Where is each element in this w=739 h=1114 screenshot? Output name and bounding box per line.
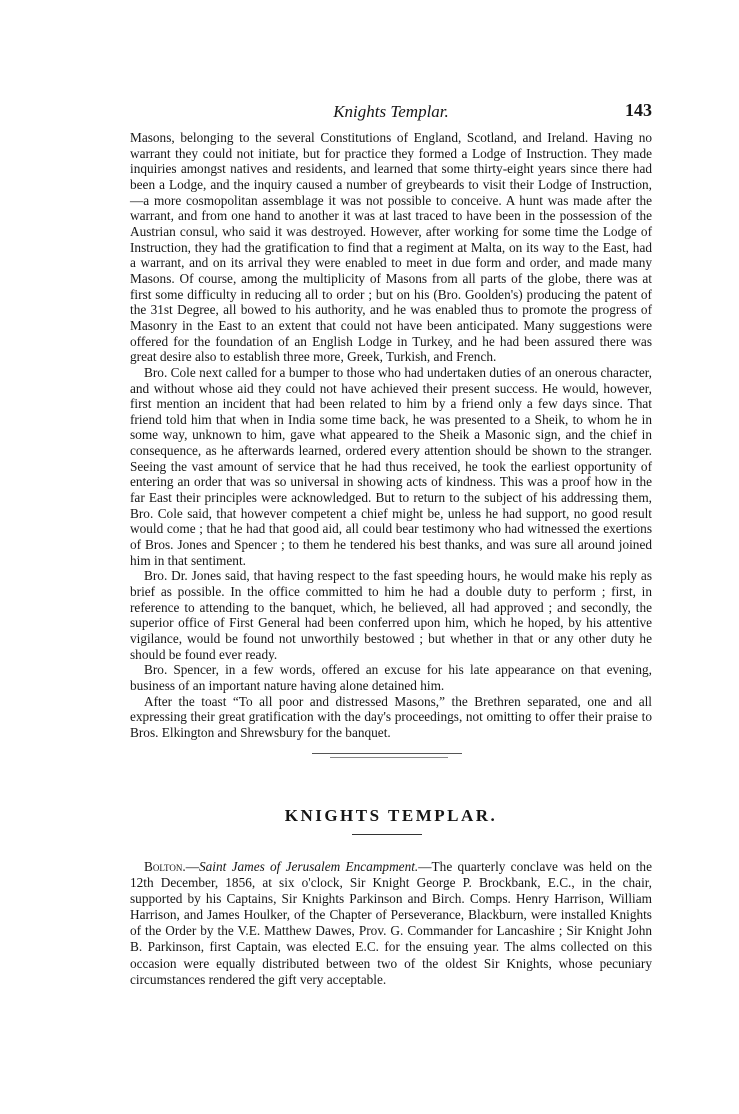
section-heading: KNIGHTS TEMPLAR. <box>284 806 498 825</box>
article-body <box>130 130 652 741</box>
section-divider-secondary <box>330 757 448 758</box>
section-body <box>130 859 652 988</box>
place-name: Bolton. <box>144 859 186 874</box>
section-text: —The quarterly conclave was held on the 12th December, 1856, at six o'clock, Sir Knight George P. Brockbank, E.C., in the chair, supported by his Captains, Sir Knights Parkinson and Birch. Comps. Henry Harrison, William Harrison, and James Houlker, of the Chapter of Perseverance, Blackburn, were installed Knights of the Order by the V.E. Matthew Dawes, Prov. G. Commander for Lancashire ; Sir Knight John B. Parkinson, first Captain, was elected E.C. for the ensuing year. The alms collected on this occasion were equally distributed between two of the oldest Sir Knights, whose pecuniary circumstances rendered the gift very acceptable. <box>130 859 652 987</box>
paragraph-5: After the toast “To all poor and distressed Masons,” the Brethren separated, one and all expressing their great gratification with the day's proceedings, not omitting to offer their praise to Bros. Elkington and Shrewsbury for the banquet. <box>130 693 652 740</box>
paragraph-2: Bro. Cole next called for a bumper to those who had undertaken duties of an onerous character, and without whose aid they could not have achieved their present success. He would, however, first mention an incident that had been related to him by a friend only a few days since. That friend told him that when in India some time back, he was presented to a Sheik, to whom he in some way, unknown to him, gave what appeared to the Sheik a Masonic sign, and the chief in consequence, as he afterwards learned, ordered every attention should be shown to the stranger. Seeing the vast amount of service that he had thus received, he took the earliest opportunity of entering an order that was so universal in showing acts of kindness. This was a proof how in the far East their principles were acknowledged. But to return to the subject of his addressing them, Bro. Cole said, that however competent a chief might be, unless he had support, no good result would come ; that he had that good aid, all could bear testimony who had witnessed the exertions of Bros. Jones and Spencer ; to them he tendered his best thanks, and was sure all around joined him in that sentiment. <box>130 364 652 568</box>
section-divider <box>312 753 462 754</box>
paragraph-3: Bro. Dr. Jones said, that having respect to the fast speeding hours, he would make his reply as brief as possible. In the office committed to him he had a double duty to perform ; first, in reference to attending to the banquet, which, he believed, all had approved ; and secondly, the superior office of First General had been conferred upon him, which he hoped, by his attentive vigilance, would be found not unworthily bestowed ; but whether in that or any other duty he should be found ever ready. <box>130 568 652 662</box>
running-head <box>130 100 652 124</box>
em-dash: — <box>185 859 199 874</box>
paragraph-1: Masons, belonging to the several Constitutions of England, Scotland, and Ireland. Having no warrant they could not initiate, but for practice they formed a Lodge of Instruction. They made inquiries amongst natives and residents, and learned that some thirty-eight years since there had been a Lodge, and the inquiry caused a number of greybeards to visit their Lodge of Instruction,—a more cosmopolitan assemblage it was not possible to conceive. A hunt was made after the warrant, and from one hand to another it was at last traced to have been in the possession of the Austrian consul, who said it was destroyed. However, after working for some time the Lodge of Instruction, they had the gratification to find that a regiment at Malta, on its way to the East, had a warrant, and on its arrival they were enabled to meet in due form and order, and made many Masons. Of course, among the multiplicity of Masons from all parts of the globe, there was at first some difficulty in reducing all to order ; but on his (Bro. Goolden's) producing the patent of the 31st Degree, all bowed to his authority, and he was enabled thus to promote the progress of Masonry in the East to an extent that could not have been anticipated. Many suggestions were offered for the foundation of an English Lodge in Turkey, and he had been assured there was great desire also to establish three more, Greek, Turkish, and French. <box>130 130 652 365</box>
page-number: 143 <box>625 100 652 120</box>
heading-underline <box>352 834 422 835</box>
encampment-name: Saint James of Jerusalem Encampment. <box>199 859 419 874</box>
section-paragraph <box>130 859 652 988</box>
running-title: Knights Templar. <box>333 102 449 121</box>
paragraph-4: Bro. Spencer, in a few words, offered an excuse for his late appearance on that evening, business of an important nature having alone detained him. <box>130 662 652 693</box>
